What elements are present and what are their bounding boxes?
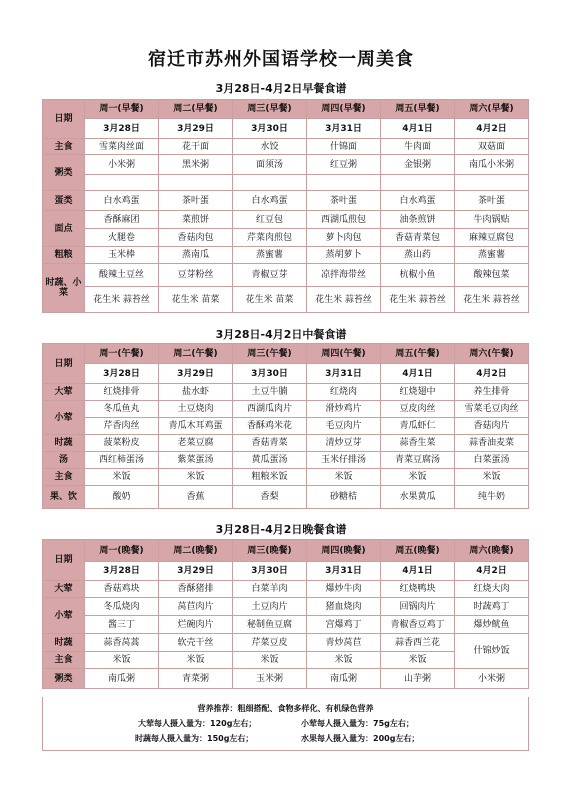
menu-cell: 青炒莴苣 [307,634,381,652]
dinner-table [42,539,529,689]
row-label: 汤 [43,452,85,469]
menu-cell: 土豆牛腩 [233,384,307,401]
menu-cell: 猪血烧肉 [307,598,381,616]
empty-cell [85,175,159,191]
menu-cell: 小米粥 [455,669,529,689]
menu-cell: 西湖瓜肉片 [233,401,307,418]
date-label: 日期 [43,100,85,139]
row-label: 主食 [43,652,85,669]
menu-cell: 软壳干丝 [159,634,233,652]
nutrition-note [42,697,529,751]
day-header: 周五(午餐) [381,344,455,364]
row-label: 小荤 [43,401,85,435]
menu-cell: 纯牛奶 [455,486,529,509]
menu-cell: 花生米 苗菜 [159,287,233,313]
menu-cell: 老菜豆腐 [159,435,233,452]
date-label: 日期 [43,540,85,581]
menu-cell: 什锦炒饭 [455,634,529,669]
menu-cell: 米饭 [159,469,233,486]
menu-cell: 雪菜肉丝面 [85,139,159,155]
day-header: 周六(午餐) [455,344,529,364]
menu-cell: 米饭 [455,469,529,486]
day-header: 周六(早餐) [455,100,529,119]
day-header: 周五(早餐) [381,100,455,119]
menu-cell: 酸奶 [85,486,159,509]
breakfast-table [42,99,529,313]
menu-cell: 红烧大肉 [455,581,529,598]
menu-cell: 米饭 [381,652,455,669]
day-header: 周二(早餐) [159,100,233,119]
day-header: 周三(早餐) [233,100,307,119]
date-cell: 3月31日 [307,364,381,384]
empty-cell [307,175,381,191]
menu-cell: 蒸蜜薯 [455,247,529,264]
menu-cell: 西湖瓜煎包 [307,211,381,229]
nutrition-recommendation: 营养推荐：粗细搭配、食物多样化、有机绿色营养 [197,704,374,713]
menu-cell: 黑米粥 [159,155,233,175]
date-cell: 4月2日 [455,119,529,139]
row-label: 粥类 [43,155,85,191]
menu-cell: 米饭 [159,652,233,669]
menu-cell: 米饭 [85,469,159,486]
menu-cell: 南瓜粥 [85,669,159,689]
shishu-intake: 时蔬每人摄入量为：150g左右； [135,734,254,743]
date-cell: 3月30日 [233,364,307,384]
menu-cell: 米饭 [381,469,455,486]
menu-cell: 酱三丁 [85,616,159,634]
menu-cell: 南瓜粥 [307,669,381,689]
date-cell: 3月30日 [233,562,307,581]
date-cell: 3月28日 [85,364,159,384]
menu-cell: 水饺 [233,139,307,155]
lunch-subtitle: 3月28日-4月2日中餐食谱 [215,328,347,341]
menu-cell: 麻辣豆腐包 [455,229,529,247]
menu-cell: 盐水虾 [159,384,233,401]
menu-cell: 杭椒小鱼 [381,264,455,287]
day-header: 周四(午餐) [307,344,381,364]
row-label: 大荤 [43,384,85,401]
menu-cell: 香菇肉片 [455,418,529,435]
date-cell: 3月29日 [159,119,233,139]
menu-cell: 青椒香豆鸡丁 [381,616,455,634]
date-cell: 3月31日 [307,119,381,139]
menu-cell: 花生米 苗菜 [233,287,307,313]
menu-cell: 香菇青菜 [233,435,307,452]
menu-cell: 面须汤 [233,155,307,175]
menu-cell: 土豆肉片 [233,598,307,616]
menu-cell: 白水鸡蛋 [381,191,455,211]
menu-cell: 养生排骨 [455,384,529,401]
date-cell: 3月31日 [307,562,381,581]
menu-cell: 青瓜木耳鸡蛋 [159,418,233,435]
dinner-subtitle: 3月28日-4月2日晚餐食谱 [215,523,347,536]
date-cell: 3月29日 [159,364,233,384]
row-label: 大荤 [43,581,85,598]
menu-cell: 白水鸡蛋 [233,191,307,211]
menu-cell: 豆皮肉丝 [381,401,455,418]
menu-cell: 青菜粥 [159,669,233,689]
menu-cell: 西红柿蛋汤 [85,452,159,469]
menu-cell: 香酥猪排 [159,581,233,598]
row-label: 主食 [43,139,85,155]
menu-cell: 香菇鸡块 [85,581,159,598]
menu-cell: 白菜蛋汤 [455,452,529,469]
menu-cell: 蒸胡萝卜 [307,247,381,264]
menu-cell: 土豆烧肉 [159,401,233,418]
menu-cell: 清炒豆芽 [307,435,381,452]
menu-cell: 菠菜粉皮 [85,435,159,452]
menu-cell: 菜煎饼 [159,211,233,229]
row-label: 时蔬 [43,634,85,652]
menu-cell: 蒜香生菜 [381,435,455,452]
menu-cell: 玉米棒 [85,247,159,264]
menu-cell: 滑炒鸡片 [307,401,381,418]
menu-cell: 红烧排骨 [85,384,159,401]
menu-cell: 金银粥 [381,155,455,175]
menu-cell: 酸辣土豆丝 [85,264,159,287]
date-cell: 3月28日 [85,119,159,139]
menu-cell: 蒜香西兰花 [381,634,455,652]
menu-cell: 水果黄瓜 [381,486,455,509]
row-label: 小荤 [43,598,85,634]
empty-cell [381,175,455,191]
menu-cell: 芹香肉丝 [85,418,159,435]
menu-cell: 蒸山药 [381,247,455,264]
day-header: 周一(晚餐) [85,540,159,562]
day-header: 周二(午餐) [159,344,233,364]
menu-cell: 青菜豆腐汤 [381,452,455,469]
menu-cell: 芹菜肉煎包 [233,229,307,247]
menu-cell: 蒸蜜薯 [233,247,307,264]
menu-cell: 秘制鱼豆腐 [233,616,307,634]
day-header: 周一(早餐) [85,100,159,119]
row-label: 粗粮 [43,247,85,264]
menu-cell: 砂糖桔 [307,486,381,509]
page-title: 宿迁市苏州外国语学校一周美食 [148,49,414,70]
menu-cell: 香菇肉包 [159,229,233,247]
menu-cell: 爆炒牛肉 [307,581,381,598]
day-header: 周三(晚餐) [233,540,307,562]
menu-cell: 茶叶蛋 [307,191,381,211]
menu-cell: 雪菜毛豆肉丝 [455,401,529,418]
date-cell: 3月28日 [85,562,159,581]
day-header: 周四(晚餐) [307,540,381,562]
menu-cell: 青椒豆芽 [233,264,307,287]
menu-cell: 红烧翅中 [381,384,455,401]
menu-cell: 火腿卷 [85,229,159,247]
menu-cell: 白菜羊肉 [233,581,307,598]
day-header: 周三(午餐) [233,344,307,364]
menu-cell: 冬瓜鱼丸 [85,401,159,418]
menu-cell: 油条煎饼 [381,211,455,229]
menu-cell: 玉米仔排汤 [307,452,381,469]
menu-cell: 豆芽粉丝 [159,264,233,287]
xiaohun-intake: 小荤每人摄入量为：75g左右； [301,719,414,728]
menu-cell: 什锦面 [307,139,381,155]
menu-cell: 宫爆鸡丁 [307,616,381,634]
menu-cell: 蒜香油麦菜 [455,435,529,452]
menu-cell: 紫菜蛋汤 [159,452,233,469]
menu-cell: 红豆包 [233,211,307,229]
row-label: 时蔬 [43,435,85,452]
menu-cell: 花干面 [159,139,233,155]
menu-cell: 牛肉锅贴 [455,211,529,229]
menu-cell: 蒜香莴蒿 [85,634,159,652]
day-header: 周五(晚餐) [381,540,455,562]
menu-cell: 爆炒鱿鱼 [455,616,529,634]
menu-cell: 芹菜豆皮 [233,634,307,652]
menu-cell: 香酥鸡米花 [233,418,307,435]
menu-cell: 玉米粥 [233,669,307,689]
row-label: 果、饮 [43,486,85,509]
menu-cell: 红烧肉 [307,384,381,401]
row-label: 时蔬、小菜 [43,264,85,313]
row-label: 蛋类 [43,191,85,211]
menu-cell: 香酥麻团 [85,211,159,229]
menu-cell: 双菇面 [455,139,529,155]
empty-cell [159,175,233,191]
menu-cell: 红豆粥 [307,155,381,175]
date-cell: 3月29日 [159,562,233,581]
menu-cell: 冬瓜烧肉 [85,598,159,616]
menu-cell: 蒸南瓜 [159,247,233,264]
empty-cell [233,175,307,191]
row-label: 主食 [43,469,85,486]
menu-cell: 茶叶蛋 [159,191,233,211]
row-label: 粥类 [43,669,85,689]
day-header: 周四(早餐) [307,100,381,119]
menu-cell: 黄瓜蛋汤 [233,452,307,469]
date-cell: 4月1日 [381,364,455,384]
menu-cell: 红烧鸭块 [381,581,455,598]
menu-cell: 烂碗肉片 [159,616,233,634]
menu-cell: 米饭 [233,652,307,669]
menu-cell: 花生米 蒜苔丝 [455,287,529,313]
menu-cell: 牛肉面 [381,139,455,155]
menu-cell: 米饭 [85,652,159,669]
dahun-intake: 大荤每人摄入量为：120g左右； [138,719,257,728]
lunch-table [42,343,529,509]
menu-cell: 酸辣包菜 [455,264,529,287]
day-header: 周二(晚餐) [159,540,233,562]
menu-cell: 山芋粥 [381,669,455,689]
date-cell: 4月2日 [455,364,529,384]
row-label: 面点 [43,211,85,247]
menu-cell: 香菇青菜包 [381,229,455,247]
menu-cell: 米饭 [307,652,381,669]
menu-cell: 香蕉 [159,486,233,509]
empty-cell [455,175,529,191]
date-cell: 4月1日 [381,119,455,139]
menu-cell: 粗粮米饭 [233,469,307,486]
day-header: 周六(晚餐) [455,540,529,562]
menu-cell: 青瓜虾仁 [381,418,455,435]
date-label: 日期 [43,344,85,384]
menu-cell: 小米粥 [85,155,159,175]
date-cell: 4月2日 [455,562,529,581]
menu-cell: 毛豆肉片 [307,418,381,435]
menu-cell: 茶叶蛋 [455,191,529,211]
menu-cell: 花生米 蒜苔丝 [381,287,455,313]
date-cell: 4月1日 [381,562,455,581]
menu-cell: 回锅肉片 [381,598,455,616]
menu-cell: 香梨 [233,486,307,509]
menu-cell: 萝卜肉包 [307,229,381,247]
menu-cell: 米饭 [307,469,381,486]
day-header: 周一(午餐) [85,344,159,364]
menu-cell: 花生米 蒜苔丝 [307,287,381,313]
breakfast-subtitle: 3月28日-4月2日早餐食谱 [215,82,347,95]
menu-cell: 花生米 蒜苔丝 [85,287,159,313]
menu-cell: 时蔬鸡丁 [455,598,529,616]
date-cell: 3月30日 [233,119,307,139]
menu-cell: 凉拌海带丝 [307,264,381,287]
shuiguo-intake: 水果每人摄入量为：200g左右； [301,734,420,743]
menu-cell: 白水鸡蛋 [85,191,159,211]
menu-cell: 南瓜小米粥 [455,155,529,175]
menu-cell: 莴苣肉片 [159,598,233,616]
